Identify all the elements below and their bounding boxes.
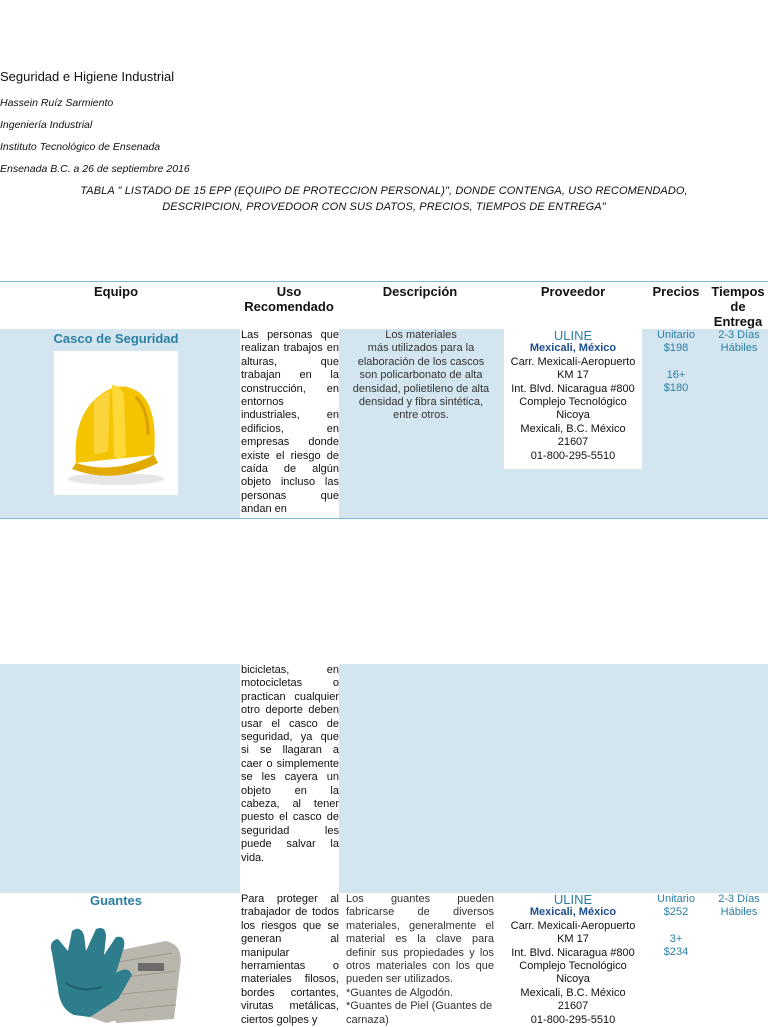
- document-date: Ensenada B.C. a 26 de septiembre 2016: [0, 163, 190, 175]
- proveedor-name: ULINE: [553, 892, 593, 907]
- column-header-precios: Precios: [652, 284, 700, 299]
- equipment-name: Casco de Seguridad: [53, 331, 179, 346]
- column-header-descripcion: Descripción: [382, 284, 458, 299]
- proveedor-city: Mexicali, México: [529, 906, 617, 919]
- tiempo-entrega: 2-3 Días Hábiles: [718, 893, 760, 919]
- author-name: Hassein Ruíz Sarmiento: [0, 97, 114, 109]
- institute-name: Instituto Tecnológico de Ensenada: [0, 141, 161, 153]
- uso-recomendado-text: Para proteger al trabajador de todos los riesgos que se generan al manipular herramientas o materiales filosos, bordes cortantes, virutas metálicas, ciertos golpes y: [241, 893, 339, 1026]
- table-row: [0, 329, 768, 519]
- hard-hat-icon: [54, 351, 178, 495]
- column-header-uso: Uso Recomendado: [244, 284, 334, 314]
- table-row-continuation: [0, 664, 768, 893]
- descripcion-text: Los materiales más utilizados para la elaboración de los cascos son policarbonato de alta densidad, polietileno de alta densidad y fibra sintética, entre otros.: [352, 329, 490, 422]
- uso-recomendado-text-continued: bicicletas, en motocicletas o practican cualquier otro deporte deben usar el casco de seguridad, ya que si se llagaran a caer o simplemente se les cayera un objeto en la cabeza, al tener puesto el casco de seguridad les puede salvar la vida.: [240, 664, 339, 893]
- equipment-name: Guantes: [89, 893, 142, 908]
- table-header-row: [0, 281, 768, 330]
- career-name: Ingeniería Industrial: [0, 119, 93, 131]
- document-title: Seguridad e Higiene Industrial: [0, 69, 175, 84]
- proveedor-info: ULINE Mexicali, México Carr. Mexicali-Aeropuerto KM 17 Int. Blvd. Nicaragua #800 Complejo Tecnológico Nicoya Mexicali, B.C. México 21607 01-800-295-5510: [504, 329, 642, 469]
- proveedor-phone: 01-800-295-5510: [530, 1013, 616, 1026]
- precio-info: Unitario $252 3+ $234: [657, 893, 695, 959]
- gloves-icon: [46, 923, 186, 1024]
- tiempo-entrega: 2-3 Días Hábiles: [718, 329, 760, 355]
- column-header-tiempos: Tiempos de Entrega: [711, 284, 765, 329]
- table-row: [0, 893, 768, 1024]
- descripcion-text: Los guantes pueden fabricarse de diversos materiales, generalmente el material es la clave para definir sus propiedades y los otros materiales con los que pueden ser utilizados. *Guantes de Algodón. *Guantes de Piel (Guantes de carnaza): [346, 893, 494, 1026]
- uso-recomendado-text: Las personas que realizan trabajos en alturas, que trabajan en la construcción, en entornos industriales, en edificios, en empresas donde existe el riesgo de caída de algún objeto incluso las personas que andan en: [240, 329, 339, 518]
- proveedor-info: ULINE Mexicali, México Carr. Mexicali-Aeropuerto KM 17 Int. Blvd. Nicaragua #800 Complejo Tecnológico Nicoya Mexicali, B.C. México 21607 01-800-295-5510: [504, 893, 642, 1024]
- column-header-proveedor: Proveedor: [540, 284, 606, 299]
- precio-info: Unitario $198 16+ $180: [657, 329, 695, 395]
- proveedor-city: Mexicali, México: [529, 342, 617, 355]
- table-caption: TABLA " LISTADO DE 15 EPP (EQUIPO DE PROTECCION PERSONAL)", DONDE CONTENGA, USO RECOMENDADO, DESCRIPCION, PROVEDOOR CON SUS DATOS, PRECIOS, TIEMPOS DE ENTREGA": [80, 185, 688, 213]
- proveedor-name: ULINE: [553, 328, 593, 343]
- proveedor-phone: 01-800-295-5510: [530, 449, 616, 462]
- column-header-equipo: Equipo: [93, 284, 139, 299]
